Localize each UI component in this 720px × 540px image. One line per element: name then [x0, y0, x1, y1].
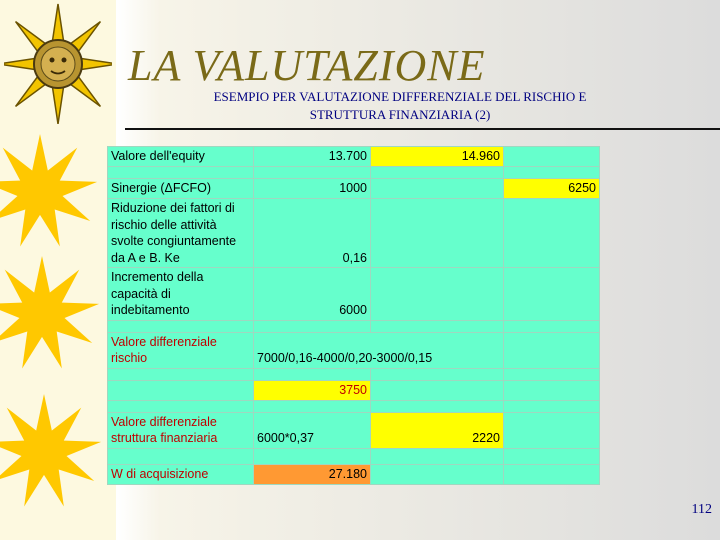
table-row	[108, 400, 600, 412]
table-row	[108, 368, 600, 380]
subtitle-line-2: STRUTTURA FINANZIARIA (2)	[309, 106, 491, 122]
risk-reduction-value: 0,16	[254, 199, 371, 268]
table-row	[108, 199, 600, 268]
acquisition-value: 27.180	[254, 464, 371, 484]
empty-cell	[504, 147, 600, 167]
slide-subtitle	[170, 88, 630, 123]
table-row	[108, 179, 600, 199]
diff-risk-result: 3750	[254, 380, 371, 400]
table-row	[108, 412, 600, 448]
sun-icon	[0, 386, 116, 516]
equity-value-2: 14.960	[371, 147, 504, 167]
diff-risk-label: Valore differenziale rischio	[108, 332, 254, 368]
subtitle-line-1: ESEMPIO PER VALUTAZIONE DIFFERENZIALE DEL RISCHIO E	[213, 89, 587, 104]
table-row	[108, 167, 600, 179]
equity-value: 13.700	[254, 147, 371, 167]
risk-reduction-label: Riduzione dei fattori di rischio delle attività svolte congiuntamente da A e B. Ke	[108, 199, 254, 268]
diff-struct-label: Valore differenziale struttura finanziaria	[108, 412, 254, 448]
synergy-value: 1000	[254, 179, 371, 199]
synergy-value-2: 6250	[504, 179, 600, 199]
decorative-sidebar	[0, 0, 116, 540]
table-row	[108, 268, 600, 321]
title-divider	[125, 128, 720, 130]
sun-icon	[4, 2, 112, 124]
sun-icon	[0, 132, 116, 254]
diff-struct-result: 2220	[371, 412, 504, 448]
debt-increase-value: 6000	[254, 268, 371, 321]
acquisition-label: W di acquisizione	[108, 464, 254, 484]
debt-increase-label: Incremento della capacità di indebitamento	[108, 268, 254, 321]
table-row	[108, 448, 600, 464]
slide-title: LA VALUTAZIONE	[128, 41, 486, 90]
table-row	[108, 464, 600, 484]
diff-struct-formula: 6000*0,37	[254, 412, 371, 448]
synergy-label: Sinergie (ΔFCFO)	[108, 179, 254, 199]
sun-icon	[0, 252, 116, 378]
table-row	[108, 332, 600, 368]
table-row	[108, 380, 600, 400]
table-row	[108, 147, 600, 167]
equity-label: Valore dell'equity	[108, 147, 254, 167]
table-row	[108, 320, 600, 332]
diff-risk-formula: 7000/0,16-4000/0,20-3000/0,15	[254, 332, 504, 368]
page-number: 112	[691, 502, 712, 517]
valuation-table	[107, 146, 600, 485]
